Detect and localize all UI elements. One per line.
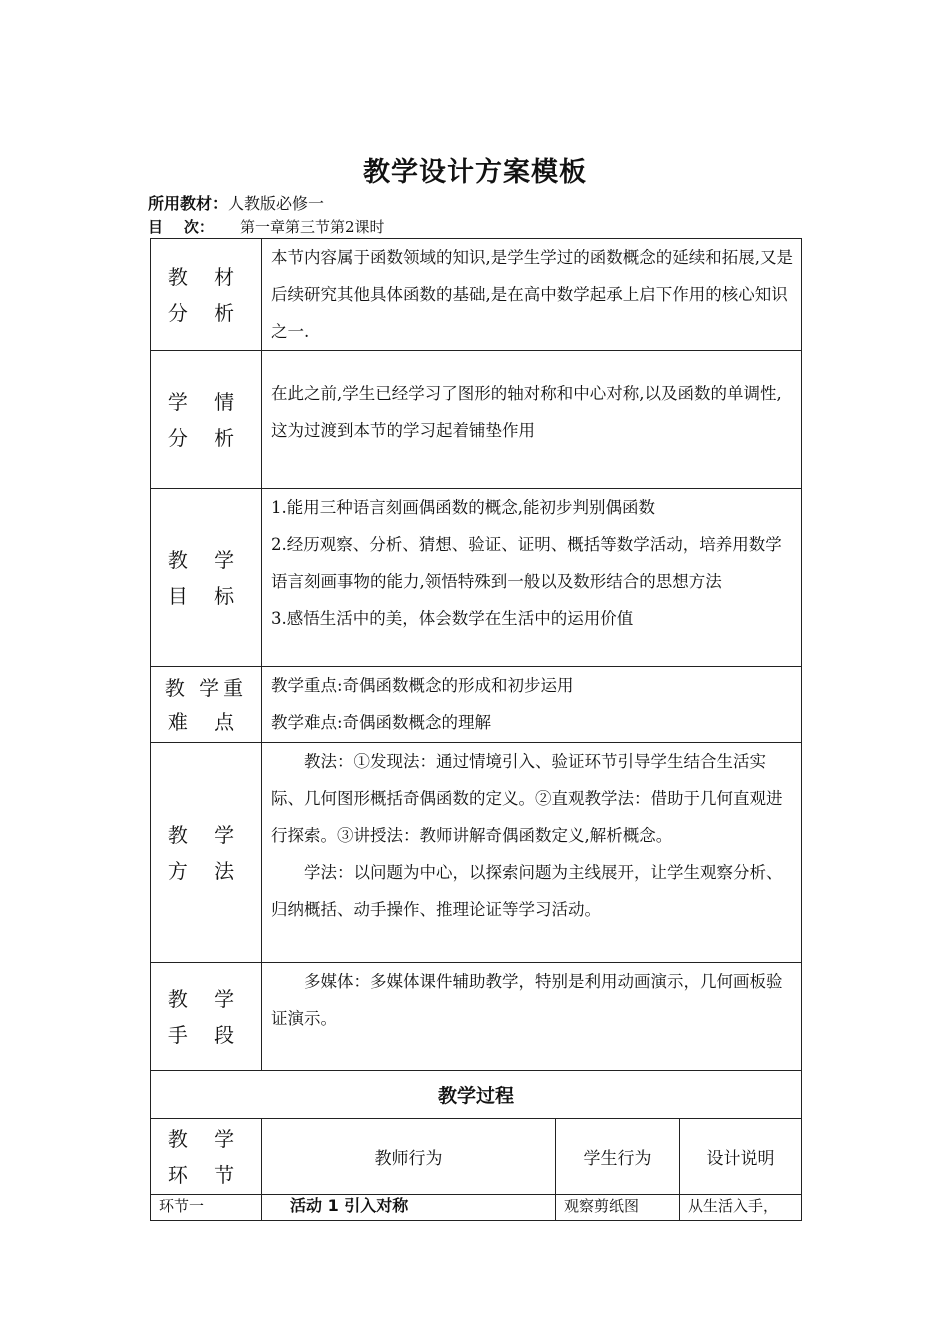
section-value: 第一章第三节第2课时 (240, 218, 385, 236)
section-label: 目 次： (148, 218, 214, 236)
design-note-1: 从生活入手， (680, 1195, 802, 1221)
row-teaching-goals (151, 489, 802, 667)
stage-1: 环节一 (151, 1195, 262, 1221)
teacher-behavior-1: 活动 1 引入对称 (262, 1195, 556, 1221)
content-key-points (262, 667, 802, 743)
goal-1: 1.能用三种语言刻画偶函数的概念,能初步判别偶函数 (271, 498, 655, 517)
content-teaching-goals (262, 489, 802, 667)
textbook-line (148, 191, 324, 214)
student-behavior-1: 观察剪纸图 (556, 1195, 680, 1221)
row-key-points (151, 667, 802, 743)
row-process-title (151, 1071, 802, 1119)
row-teaching-methods (151, 743, 802, 963)
process-title: 教学过程 (151, 1071, 802, 1119)
label-teaching-goals: 教 学 目 标 (151, 489, 262, 667)
row-material-analysis (151, 239, 802, 351)
row-process-header (151, 1119, 802, 1195)
content-material-analysis: 本节内容属于函数领域的知识,是学生学过的函数概念的延续和拓展,又是后续研究其他具体函数的基础,是在高中数学起承上启下作用的核心知识之一. (262, 239, 802, 351)
difficulty-point: 教学难点:奇偶函数概念的理解 (271, 713, 492, 732)
learning-method: 学法：以问题为中心，以探索问题为主线展开，让学生观察分析、归纳概括、动手操作、推理论证等学习活动。 (271, 863, 783, 919)
document-title: 教学设计方案模板 (363, 157, 587, 188)
label-material-analysis: 教 材 分 析 (151, 239, 262, 351)
header-stage: 教 学 环 节 (151, 1119, 262, 1195)
label-key-points: 教 学重 难 点 (151, 667, 262, 743)
teaching-method: 教法：①发现法：通过情境引入、验证环节引导学生结合生活实际、几何图形概括奇偶函数的定义。②直观教学法：借助于几何直观进行探索。③讲授法：教师讲解奇偶函数定义,解析概念。 (271, 752, 783, 845)
header-design-notes: 设计说明 (680, 1119, 802, 1195)
row-student-analysis (151, 351, 802, 489)
label-teaching-means: 教 学 手 段 (151, 963, 262, 1071)
content-teaching-means: 多媒体：多媒体课件辅助教学，特别是利用动画演示，几何画板验证演示。 (262, 963, 802, 1071)
goal-3: 3.感悟生活中的美，体会数学在生活中的运用价值 (271, 609, 634, 628)
textbook-label: 所用教材： (148, 194, 229, 213)
content-teaching-methods (262, 743, 802, 963)
header-student-behavior: 学生行为 (556, 1119, 680, 1195)
section-line (148, 216, 385, 237)
label-teaching-methods: 教 学 方 法 (151, 743, 262, 963)
lesson-plan-table (150, 238, 802, 1221)
key-point: 教学重点:奇偶函数概念的形成和初步运用 (271, 676, 574, 695)
content-student-analysis: 在此之前,学生已经学习了图形的轴对称和中心对称,以及函数的单调性,这为过渡到本节的学习起着铺垫作用 (262, 351, 802, 489)
label-student-analysis: 学 情 分 析 (151, 351, 262, 489)
goal-2: 2.经历观察、分析、猜想、验证、证明、概括等数学活动，培养用数学语言刻画事物的能力,领悟特殊到一般以及数形结合的思想方法 (271, 535, 782, 591)
header-teacher-behavior: 教师行为 (262, 1119, 556, 1195)
process-row-1 (151, 1195, 802, 1221)
row-teaching-means (151, 963, 802, 1071)
textbook-value: 人教版必修一 (228, 194, 325, 213)
